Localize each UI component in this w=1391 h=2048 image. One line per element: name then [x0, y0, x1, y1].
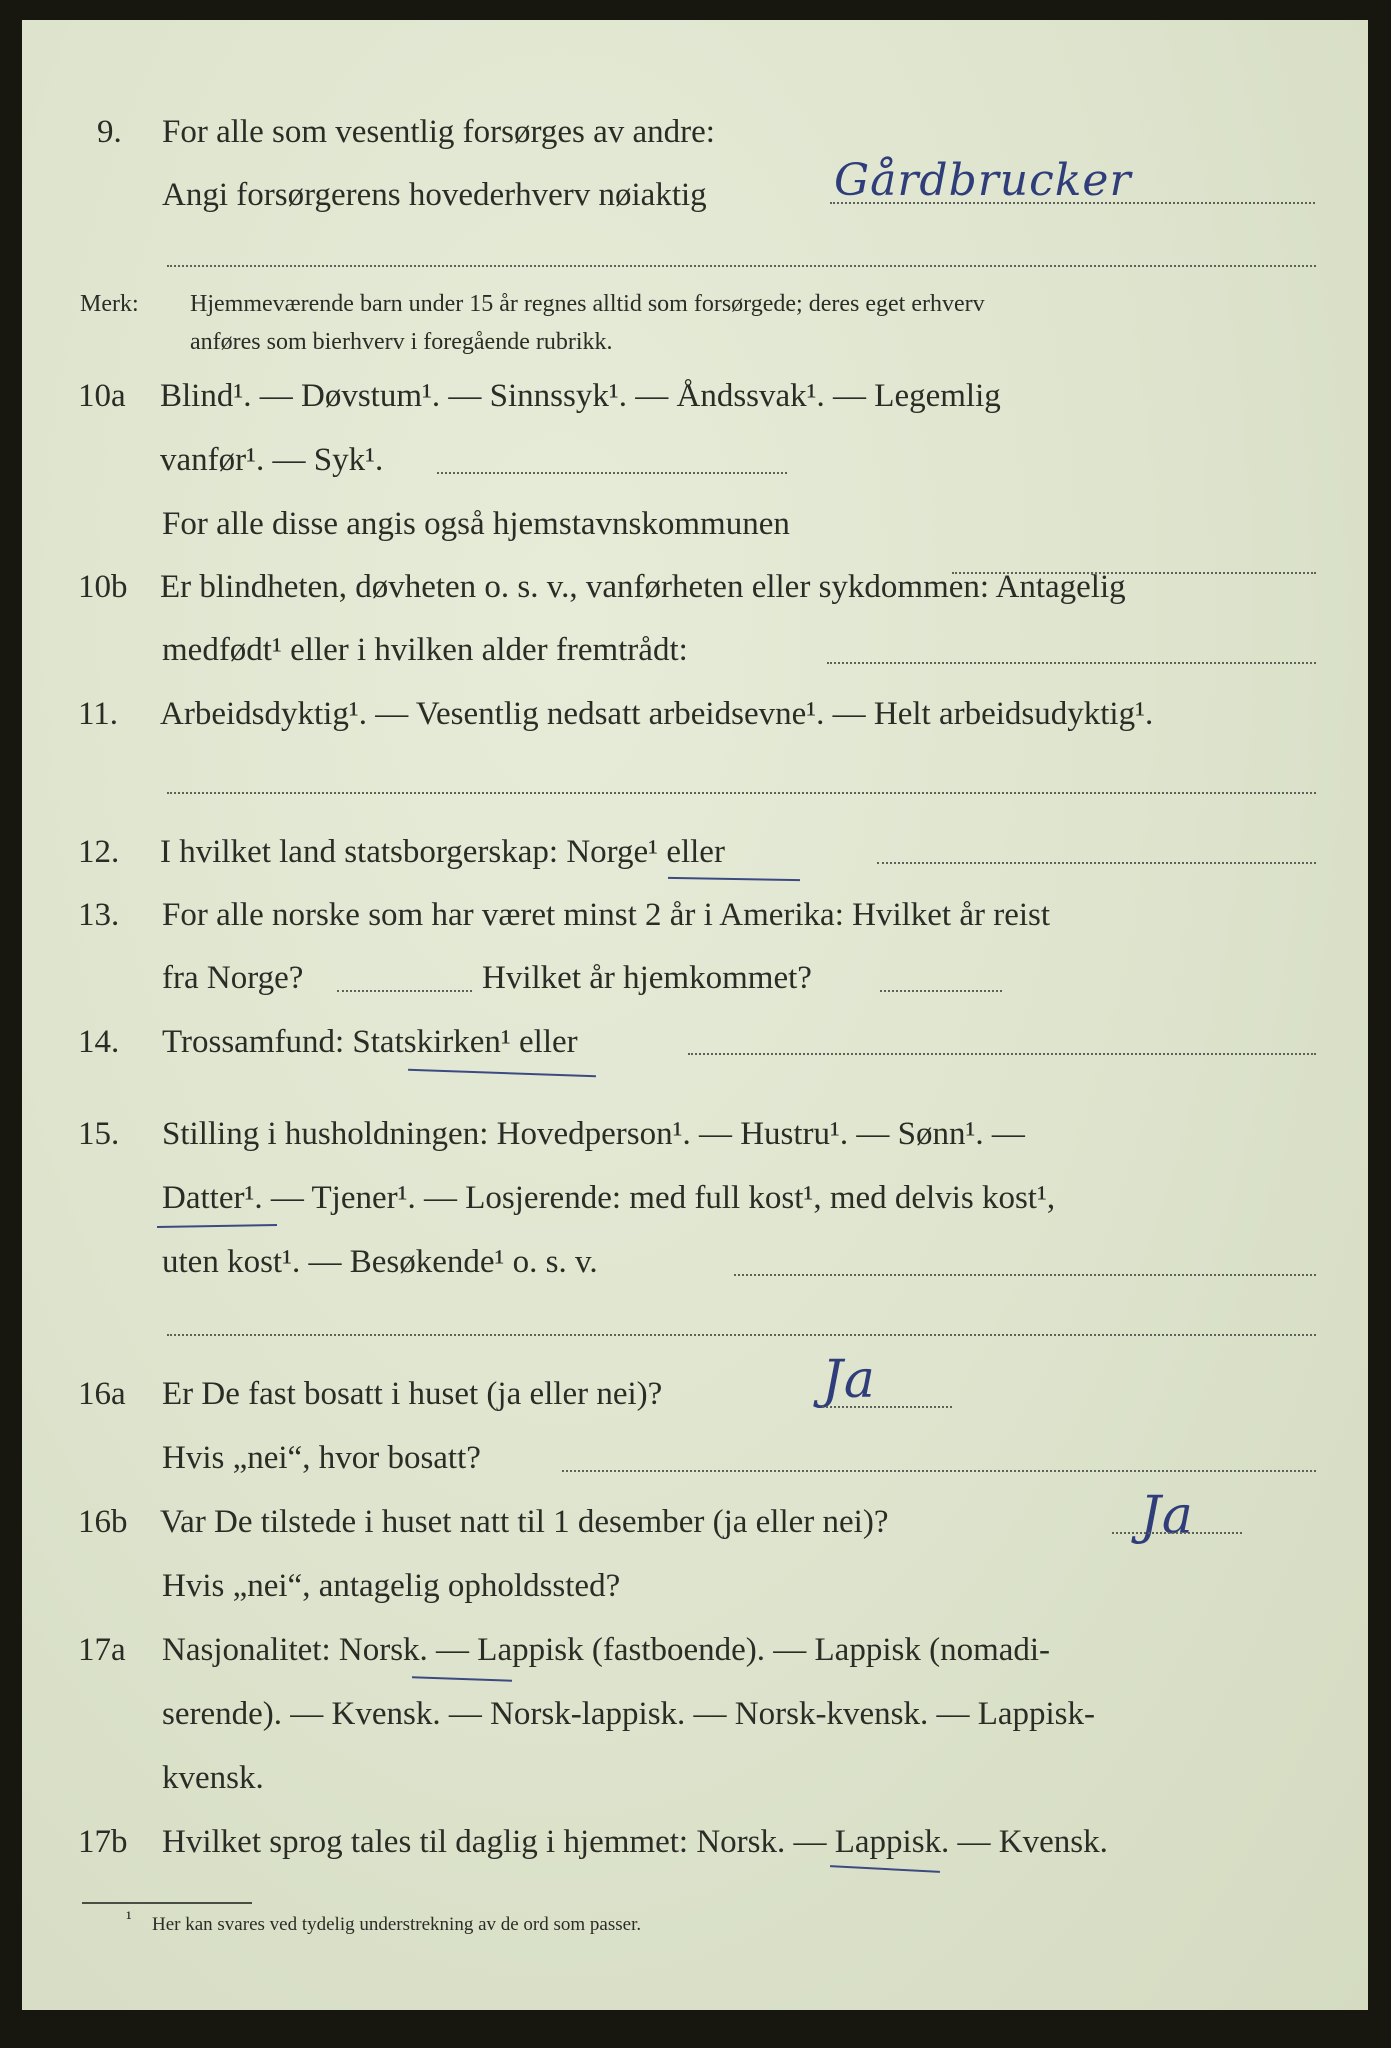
q10b-number: 10b — [78, 569, 128, 605]
footnote-rule — [82, 1902, 252, 1904]
q16b-answer-line — [1112, 1532, 1242, 1534]
merk-line1: Hjemmeværende barn under 15 år regnes alltid som forsørgede; deres eget erhverv — [190, 291, 985, 317]
q9-handwritten-answer[interactable]: Gårdbrucker — [834, 155, 1132, 206]
q16b-number: 16b — [78, 1504, 128, 1540]
footnote-text: Her kan svares ved tydelig understrekning av de ord som passer. — [152, 1914, 642, 1935]
q14-statskirken-underline — [408, 1069, 596, 1078]
q13-reist-line — [337, 990, 472, 992]
q9-extra-line — [167, 265, 1316, 267]
q15-answer-line — [734, 1274, 1316, 1276]
q17a-norsk-underline — [412, 1676, 512, 1681]
q10b-alder-line — [827, 662, 1316, 664]
q11-number: 11. — [78, 696, 119, 732]
q12-number: 12. — [78, 834, 120, 870]
q12-answer-line — [877, 862, 1316, 864]
q15-datter-underline — [157, 1224, 277, 1228]
q10a-number: 10a — [78, 378, 126, 414]
q17b-number: 17b — [78, 1824, 128, 1860]
q16a-handwritten-answer[interactable]: Ja — [822, 1350, 876, 1410]
q13-number: 13. — [78, 897, 120, 933]
q17a-number: 17a — [78, 1632, 126, 1668]
q13-hjemkommet-line — [880, 990, 1002, 992]
merk-line2: anføres som bierhverv i foregående rubrikk. — [190, 329, 613, 355]
q14-number: 14. — [78, 1024, 120, 1060]
footnote-mark: ¹ — [126, 1908, 132, 1929]
merk-label: Merk: — [80, 291, 139, 317]
q17b-norsk-underline — [830, 1865, 940, 1873]
q16a-bosatt-line — [562, 1470, 1316, 1472]
q16a-number: 16a — [78, 1376, 126, 1412]
q16b-handwritten-answer[interactable]: Ja — [1140, 1486, 1194, 1546]
q9-number: 9. — [97, 114, 122, 150]
q16a-answer-line — [822, 1406, 952, 1408]
q12-norge-underline — [668, 877, 800, 881]
q15-extra-line — [167, 1334, 1316, 1336]
q10a-syk-line — [437, 472, 787, 474]
q11-answer-line — [167, 792, 1316, 794]
q15-number: 15. — [78, 1116, 120, 1152]
q14-answer-line — [688, 1053, 1316, 1055]
census-form-page: 9. For alle som vesentlig forsørges av andre: Angi forsørgerens hovederhverv nøiaktig Gårdbrucker Merk: Hjemmeværende barn under 15 år regnes alltid som forsørgede; deres eget erhverv anføres som bierhverv i foregående rubrikk. 10a Blind¹. — Døvstum¹. — Sinnssyk¹. — Åndssvak¹. — Legemlig vanfør¹. — Syk¹. For alle disse angis også hjemstavnskommunen 10b Er blindheten, døvheten o. s. v., vanførheten eller sykdommen: Antagelig medfødt¹ eller i hvilken alder fremtrådt: 11. Arbeidsdyktig¹. — Vesentlig nedsatt arbeidsevne¹. — Helt arbeidsudyktig¹. 12. I hvilket land statsborgerskap: Norge¹ eller 13. For alle norske som har været minst 2 år i Amerika: Hvilket år reist fra Norge? Hvilket år hjemkommet? 14. Trossamfund: Statskirken¹ eller 15. Stilling i husholdningen: Hovedperson¹. — Hustru¹. — Sønn¹. — Datter¹. — Tjener¹. — Losjerende: med full kost¹, med delvis kost¹, uten kost¹. — Besøkende¹ o. s. v. 16a Er De fast bosatt i huset (ja eller nei)? Ja Hvis „nei“, hvor bosatt? 16b Var De tilstede i huset natt til 1 desember (ja eller nei)? Ja Hvis „nei“, antagelig opholdssted? 17a Nasjonalitet: Norsk. — Lappisk (fastboende). — Lappisk (nomadi- serende). — Kvensk. — Norsk-lappisk. — Norsk-kvensk. — Lappisk- kvensk. 17b Hvilket sprog tales til daglig i hjemmet: Norsk. — Lappisk. — Kvensk. ¹ Her kan svares ved tydelig understrekning av de ord som passer. — [22, 20, 1368, 2010]
q9-answer-line — [830, 202, 1315, 204]
